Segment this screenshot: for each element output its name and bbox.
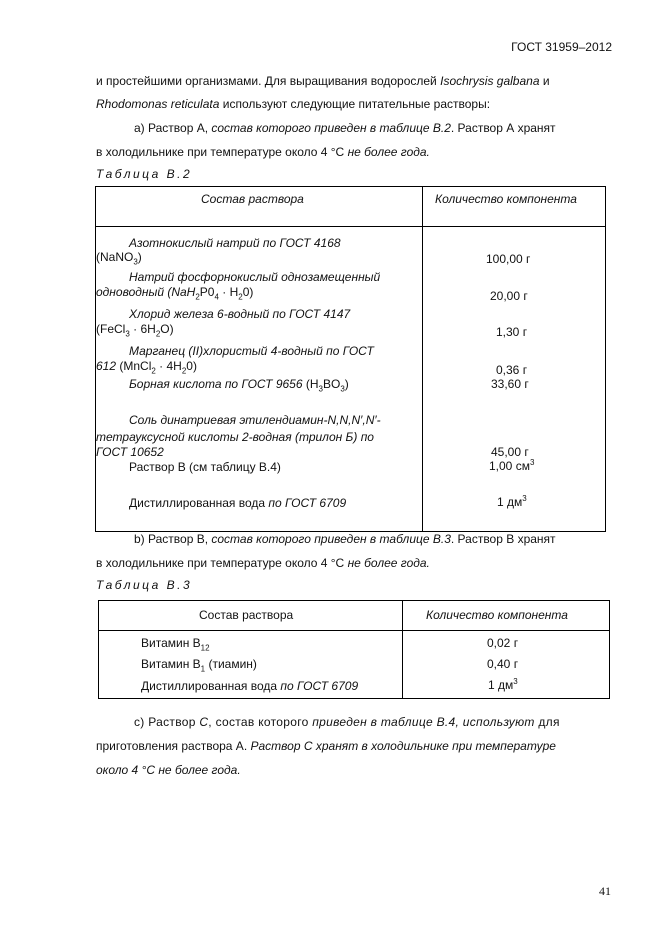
qty-text: 1,00 см (489, 459, 530, 473)
formula-sub: 3 (133, 257, 138, 267)
row-text-italic: по ГОСТ 6709 (268, 496, 347, 510)
para-a-line2-italic: не более года. (347, 145, 430, 159)
para-a-line-1 (134, 121, 556, 135)
formula-text: ) (137, 250, 142, 264)
formula-sub: 2 (181, 366, 187, 376)
formula-sub: 4 (214, 292, 219, 302)
table-row: Раствор В (см таблицу В.4) (129, 460, 281, 474)
formula-text: · 4H (155, 359, 182, 373)
formula-text: O) (160, 322, 174, 336)
intro-text: и простейшими организмами. Для выращивания водорослей (96, 74, 441, 88)
intro-line-2 (96, 97, 490, 111)
species-isochrysis: Isochrysis galbana (440, 74, 540, 88)
qty-text: 1 дм (488, 678, 514, 692)
row-text-italic: по ГОСТ 6709 (280, 679, 359, 693)
row-text: Дистиллированная вода (129, 496, 269, 510)
table-cell-qty: 0,40 г (487, 657, 519, 671)
formula-text: 612 (96, 359, 117, 373)
formula-text: 0) (186, 359, 197, 373)
para-a-line2-text: в холодильнике при температуре около 4 °С (96, 145, 348, 159)
qty-sup: 3 (529, 458, 535, 467)
table-b3-caption: Таблица В.3 (96, 578, 193, 592)
table-cell-qty: 20,00 г (490, 289, 528, 303)
table-cell-qty (497, 495, 527, 509)
table-cell-qty: 0,36 г (496, 363, 528, 377)
formula-text: (FeCl (96, 322, 126, 336)
table-row: Хлорид железа 6-водный по ГОСТ 4147 (129, 307, 351, 321)
table-cell-qty: 100,00 г (486, 252, 531, 266)
table-row: Соль динатриевая этилендиамин-N,N,N′,N′- (129, 413, 381, 427)
table-b2-caption: Таблица В.2 (96, 167, 193, 181)
table-row (96, 250, 142, 267)
intro-text-end: и (539, 74, 550, 88)
formula-sub: 2 (195, 292, 200, 302)
table-b3-header-divider (98, 630, 609, 631)
para-b-prefix: b) Раствор В, (134, 532, 212, 546)
formula-text: · H (218, 285, 239, 299)
para-a-suffix: . Раствор А хранят (450, 121, 556, 135)
page-number: 41 (599, 884, 611, 898)
table-cell-qty: 0,02 г (487, 636, 519, 650)
table-cell-qty (489, 459, 534, 473)
para-a-line-2 (96, 145, 430, 159)
formula-text: · 6H (129, 322, 156, 336)
table-row (96, 322, 174, 339)
formula-sub: 3 (125, 329, 130, 339)
table-b3-col1-header: Состав раствора (199, 608, 294, 622)
para-c-letter: С (199, 715, 209, 729)
para-c-text: приготовления раствора А. (96, 739, 251, 753)
qty-sup: 3 (513, 677, 518, 686)
para-c-line-1 (134, 715, 560, 729)
row-sub: 12 (200, 643, 210, 653)
row-text: (тиамин) (205, 657, 257, 671)
para-a-prefix: а) Раствор А, (134, 121, 212, 135)
table-row: тетрауксусной кислоты 2-водная (трилон Б) по (96, 430, 374, 444)
qty-text: 1 дм (497, 495, 523, 509)
row-text: Дистиллированная вода (141, 679, 281, 693)
formula-sub: 3 (318, 384, 323, 394)
row-text: Витамин В (141, 657, 201, 671)
para-b-line2-italic: не более года. (347, 556, 430, 570)
formula-sub: 2 (238, 292, 243, 302)
para-a-italic: состав которого приведен в таблице В.2 (211, 121, 451, 135)
table-row (141, 657, 257, 674)
para-c-italic: приведен в таблице В.4, используют (312, 715, 535, 729)
table-cell-qty (488, 678, 518, 692)
table-cell-qty: 45,00 г (491, 445, 529, 459)
para-c-text: , состав которого (208, 715, 313, 729)
table-row: Марганец (II)хлористый 4-водный по ГОСТ (129, 344, 374, 358)
formula-text: (H (302, 377, 319, 391)
formula-text: Борная кислота по ГОСТ 9656 (129, 377, 303, 391)
para-b-line-1 (134, 532, 556, 546)
table-row: Натрий фосфорнокислый однозамещенный (129, 270, 381, 284)
table-row (96, 285, 254, 302)
formula-sub: 2 (155, 329, 161, 339)
para-c-line-3: около 4 °С не более года. (96, 763, 241, 777)
table-row (129, 496, 346, 510)
table-row (141, 679, 358, 693)
formula-text: одноводный (NaH (96, 285, 196, 299)
table-b2-col1-header: Состав раствора (201, 192, 304, 206)
formula-text: ) (344, 377, 349, 391)
table-cell-qty: 1,30 г (496, 325, 528, 339)
formula-sub: 2 (151, 366, 156, 376)
table-row (96, 359, 197, 376)
document-code: ГОСТ 31959–2012 (511, 40, 612, 54)
table-b2-column-divider (422, 186, 423, 531)
formula-text: (MnCl (116, 359, 152, 373)
formula-text: P0 (199, 285, 215, 299)
table-b3-col2-header: Количество компонента (426, 608, 568, 622)
table-row: ГОСТ 10652 (96, 445, 164, 459)
intro-line-1 (96, 74, 550, 88)
para-c-text: для (534, 715, 560, 729)
para-b-line-2 (96, 556, 430, 570)
species-rhodomonas: Rhodomonas reticulata (96, 97, 220, 111)
formula-text: (NaNO (96, 250, 134, 264)
para-c-text: с) Раствор (134, 715, 200, 729)
para-c-italic: Раствор С хранят в холодильнике при температуре (250, 739, 556, 753)
row-sub: 1 (200, 664, 206, 674)
qty-sup: 3 (522, 494, 527, 503)
formula-sub: 3 (340, 384, 345, 394)
para-c-line-2 (96, 739, 556, 753)
para-b-line2-text: в холодильнике при температуре около 4 °С (96, 556, 348, 570)
para-b-italic: состав которого приведен в таблице В.3 (211, 532, 451, 546)
row-text: Витамин В (141, 636, 201, 650)
formula-text: BO (322, 377, 341, 391)
table-row (129, 377, 349, 394)
table-row (141, 636, 210, 653)
table-b2-header-divider (95, 226, 605, 227)
table-cell-qty: 33,60 г (491, 377, 529, 391)
table-row: Азотнокислый натрий по ГОСТ 4168 (129, 236, 341, 250)
table-b2-col2-header: Количество компонента (435, 192, 577, 206)
table-b3-column-divider (402, 600, 403, 698)
intro-text-2: используют следующие питательные растворы: (219, 97, 491, 111)
para-b-suffix: . Раствор В хранят (450, 532, 556, 546)
formula-text: 0) (242, 285, 254, 299)
